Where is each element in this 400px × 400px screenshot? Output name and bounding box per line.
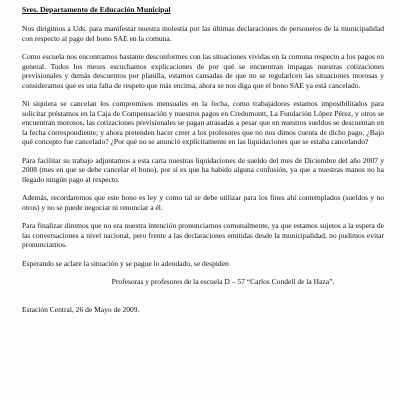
- letter-heading: Sres. Departamento de Educación Municipal: [22, 5, 171, 14]
- closing-line: Esperando se aclare la situación y se pague lo adeudado, se despiden: [22, 258, 229, 268]
- paragraph-final: Para finalizar diremos que no era nuestra intención pronunciarnos comunalmente, ya que estamos sujetos a la espera de las conversaciones a nivel nacional, pero frente a las declaraciones emitidas desde la municipalidad, no pudimos evitar pronunciarnos.: [22, 221, 384, 250]
- letter-body: [22, 5, 384, 324]
- paragraph-attached-payslips: Para facilitar su trabajo adjuntamos a esta carta nuestras liquidaciones de sueldo del mes de Diciembre del año 2007 y 2008 (mes en que se debe cancelar el bono), por si es que ha habido alguna confusión, ya que a nuestras manos no ha llegado ningún pago al respecto.: [22, 155, 384, 184]
- paragraph-school-payments: Como escuela nos encontramos bastante desconformes con las situaciones vividas en la comuna respecto a los pagos en general. Todos los meses escuchamos explicaciones de por qué se encuentran impagas nuestras cotizaciones previsionales y demás descuentos por planilla, estamos cansadas de que no se regularicen las situaciones morosas y consideramos que es una falta de respeto que más encima, ahora se nos diga que el bono SAE ya está cancelado.: [22, 52, 384, 90]
- signature-line: Profesoras y profesores de la escuela D – 57 “Carlos Condell de la Haza”.: [111, 277, 335, 287]
- dateline: Estación Central, 26 de Mayo de 2009.: [22, 304, 140, 314]
- paragraph-monthly-commitments: Ni siquiera se cancelan los compromisos mensuales en la fecha, como trabajadores estamos imposibilitados para solicitar préstamos en la Caja de Compensación y nuestros pagos en Credumontt, La Fundación López Pérez, y otros se encuentran morosos, las cotizaciones previsionales se pagan atrasadas a pesar que en nuestros sueldos se descuentan en la fecha correspondiente; y ahora pretenden hacer creer a los profesores que no nos dimos cuenta de dicho pago. ¿Bajo qué concepto fue cancelado? ¿Por qué no se anunció explícitamente en las liquidaciones que se estaba cancelando?: [22, 99, 384, 146]
- paragraph-complaint: Nos dirigimos a Uds. para manifestar nuestra molestia por las últimas declaraciones de personeros de la municipalidad con respecto al pago del bono SAE en la comuna.: [22, 24, 384, 43]
- paragraph-bonus-law: Además, recordaremos que este bono es ley y como tal se debe utilizar para los fines ahí contemplados (sueldos y no otros) y no se puede negociar ni renunciar a él.: [22, 193, 384, 212]
